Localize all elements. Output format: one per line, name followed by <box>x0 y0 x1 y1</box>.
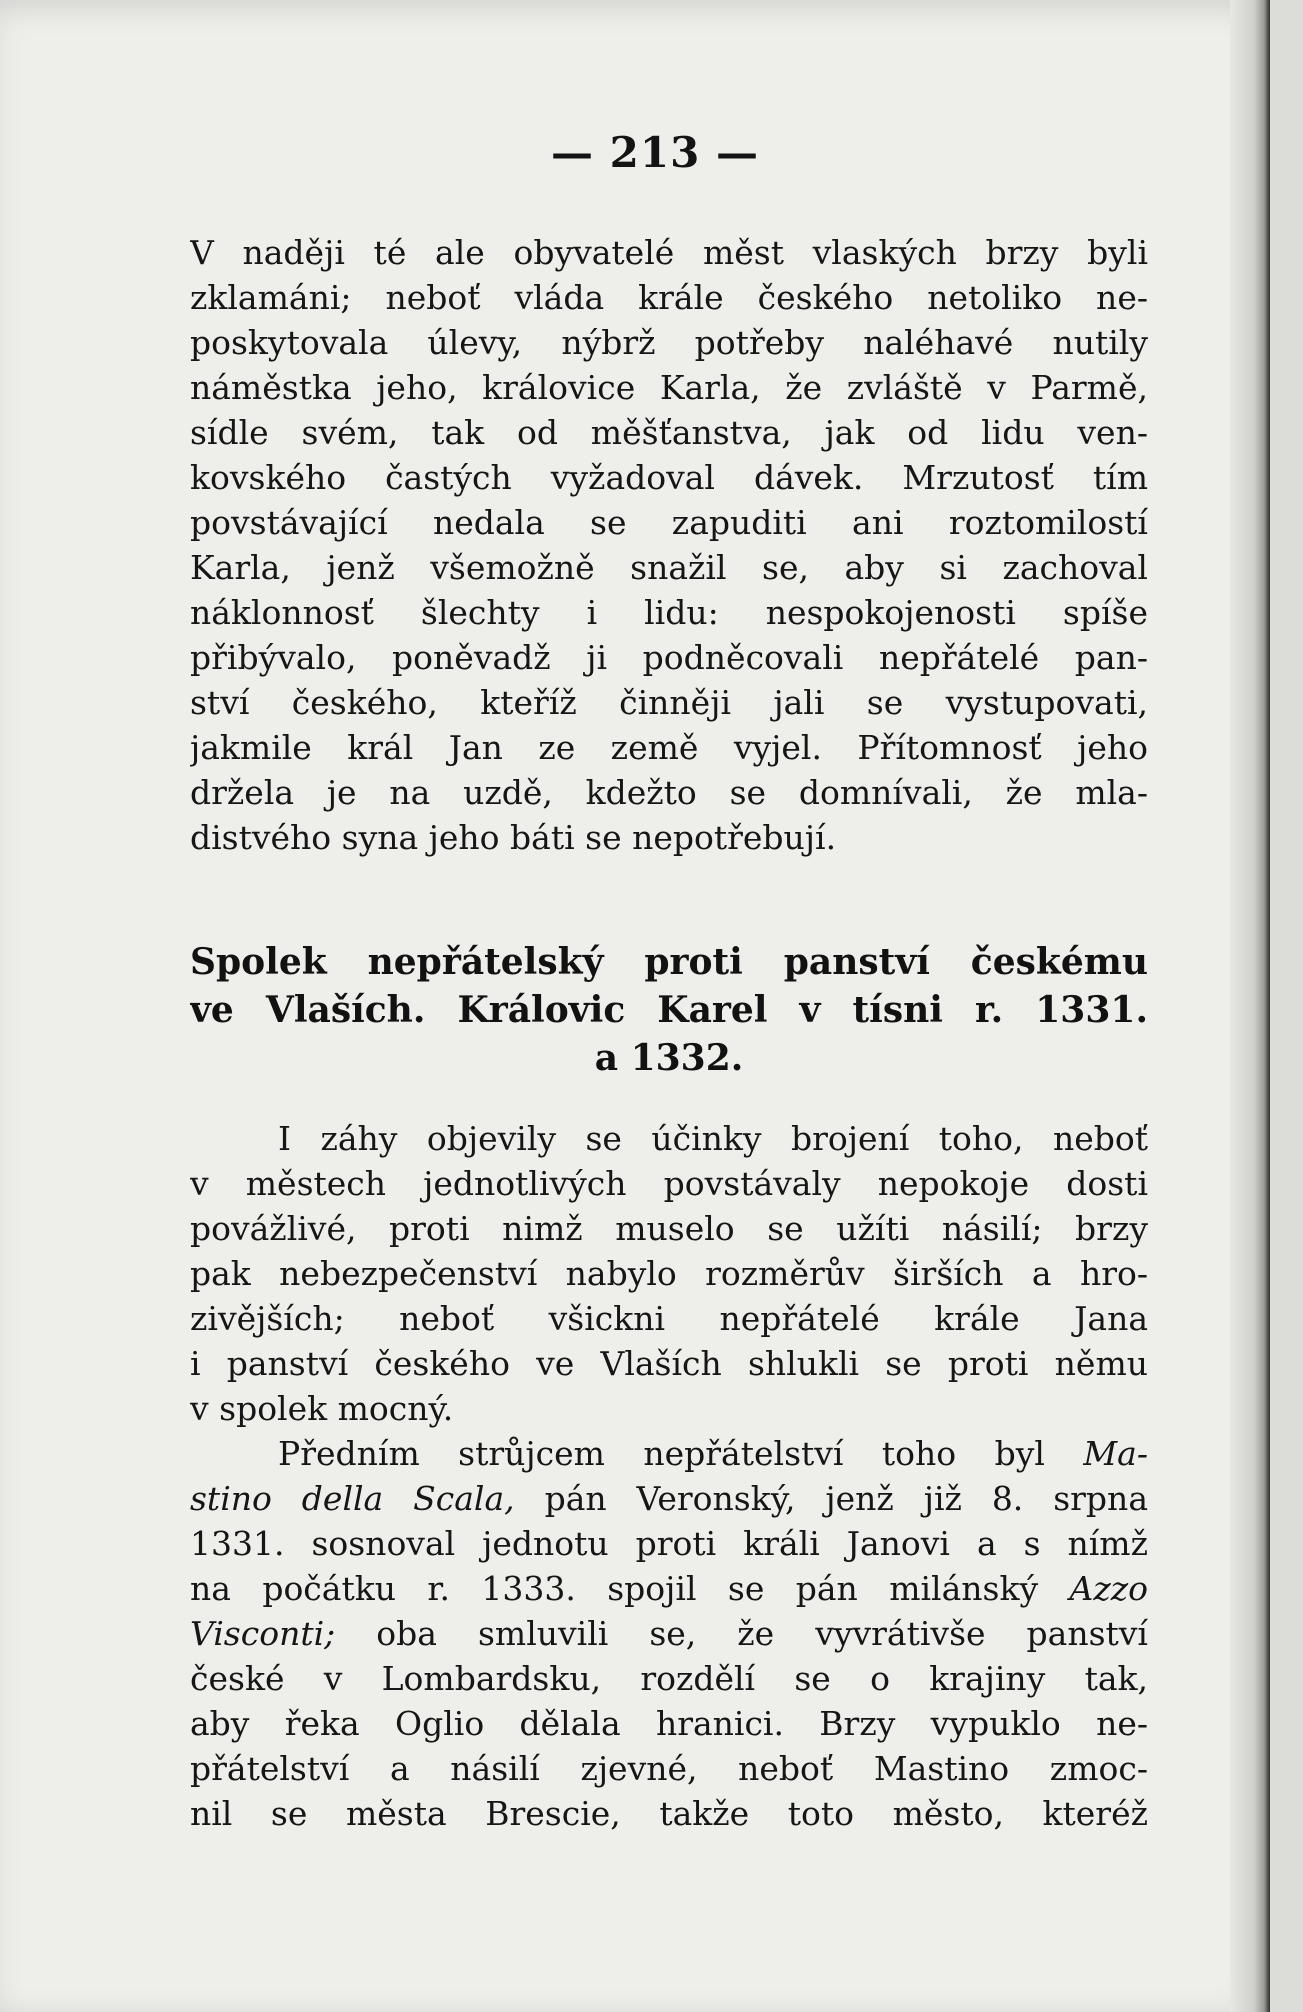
text-line: držela je na uzdě, kdežto se domnívali, že mla- <box>190 773 1148 812</box>
italic-name: Azzo <box>1069 1569 1148 1608</box>
paragraph-1 <box>190 230 1148 860</box>
italic-name: stino della Scala, <box>190 1479 515 1518</box>
text-line: náměstka jeho, královice Karla, že zvláště v Parmě, <box>190 368 1148 407</box>
text-line: zivějších; neboť všickni nepřátelé krále Jana <box>190 1299 1148 1338</box>
text-line: 1331. sosnoval jednotu proti králi Janovi a s nímž <box>190 1524 1148 1563</box>
text-line <box>190 1611 1148 1656</box>
text-line: ství českého, kteříž činněji jali se vystupovati, <box>190 683 1148 722</box>
text-line: náklonnosť šlechty i lidu: nespokojenosti spíše <box>190 593 1148 632</box>
line-text: oba smluvili se, že vyvrátivše panství <box>376 1614 1148 1653</box>
text-line: povstávající nedala se zapuditi ani roztomilostí <box>190 503 1148 542</box>
text-line: Karla, jenž všemožně snažil se, aby si zachoval <box>190 548 1148 587</box>
text-line: nil se města Brescie, takže toto město, kteréž <box>190 1794 1148 1833</box>
text-line: v spolek mocný. <box>190 1389 454 1428</box>
page-edge-shadow <box>1230 0 1270 2012</box>
italic-name: Ma- <box>1083 1434 1148 1473</box>
text-line: poskytovala úlevy, nýbrž potřeby naléhavé nutily <box>190 323 1148 362</box>
line-text: pán Veronský, jenž již 8. srpna <box>544 1479 1148 1518</box>
line-text: na počátku r. 1333. spojil se pán milánský <box>190 1569 1039 1608</box>
text-line: sídle svém, tak od měšťanstva, jak od lidu ven- <box>190 413 1148 452</box>
paragraph-2 <box>190 1116 1148 1431</box>
text-line: přátelství a násilí zjevné, neboť Mastino zmoc- <box>190 1749 1148 1788</box>
italic-name: Visconti; <box>190 1614 336 1653</box>
text-line: přibývalo, poněvadž ji podněcovali nepřátelé pan- <box>190 638 1148 677</box>
text-line <box>190 1566 1148 1611</box>
text-line: zklamáni; neboť vláda krále českého netoliko ne- <box>190 278 1148 317</box>
text-line: distvého syna jeho báti se nepotřebují. <box>190 818 837 857</box>
text-line: české v Lombardsku, rozdělí se o krajiny tak, <box>190 1659 1148 1698</box>
text-line: povážlivé, proti nimž muselo se užíti násilí; brzy <box>190 1209 1148 1248</box>
text-line <box>190 1431 1148 1476</box>
section-heading <box>190 938 1148 1082</box>
text-line: aby řeka Oglio dělala hranici. Brzy vypuklo ne- <box>190 1704 1148 1743</box>
text-line: v městech jednotlivých povstávaly nepokoje dosti <box>190 1164 1148 1203</box>
text-line: pak nebezpečenství nabylo rozměrův širších a hro- <box>190 1254 1148 1293</box>
text-line: kovského častých vyžadoval dávek. Mrzutosť tím <box>190 458 1148 497</box>
text-line: i panství českého ve Vlaších shlukli se proti němu <box>190 1344 1148 1383</box>
page-number: — 213 — <box>551 128 759 177</box>
text-line: I záhy objevily se účinky brojení toho, neboť <box>278 1119 1148 1158</box>
heading-line: a 1332. <box>594 1037 744 1079</box>
line-text: Předním strůjcem nepřátelství toho byl <box>278 1434 1045 1473</box>
paragraph-3 <box>190 1431 1148 1836</box>
text-line <box>190 1476 1148 1521</box>
heading-line: Spolek nepřátelský proti panství českému <box>190 941 1148 983</box>
heading-line: ve Vlaších. Královic Karel v tísni r. 1331. <box>190 989 1148 1031</box>
text-line: jakmile král Jan ze země vyjel. Přítomnosť jeho <box>190 728 1148 767</box>
text-line: V naději té ale obyvatelé měst vlaských brzy byli <box>190 233 1148 272</box>
